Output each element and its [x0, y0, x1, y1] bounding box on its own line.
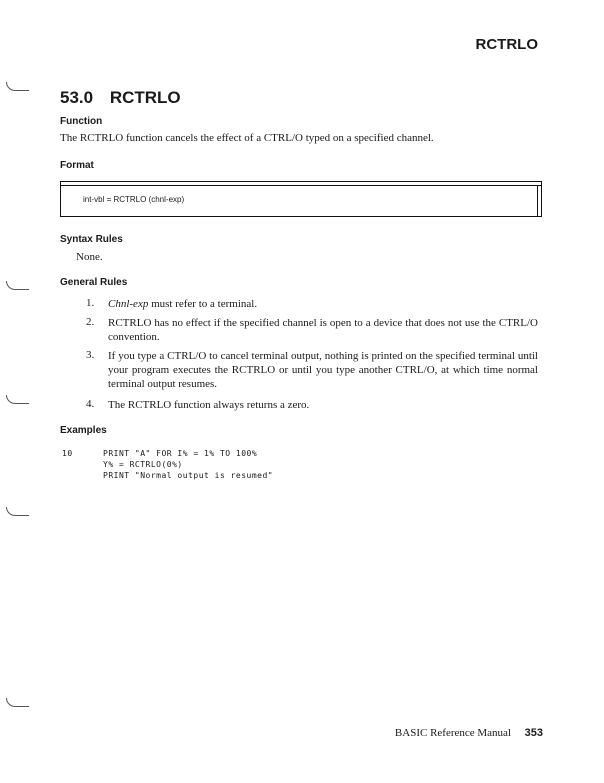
rule-text: [108, 297, 538, 311]
general-rules-heading: General Rules: [60, 277, 128, 288]
format-heading: Format: [60, 160, 94, 171]
rule-text: The RCTRLO function always returns a zero.: [108, 399, 310, 411]
rule-number: 3.: [86, 349, 95, 361]
syntax-rules-heading: Syntax Rules: [60, 234, 123, 245]
footer-title: BASIC Reference Manual: [394, 727, 511, 739]
margin-mark: [6, 281, 29, 290]
function-text: The RCTRLO function cancels the effect of a CTRL/O typed on a specified channel.: [60, 132, 434, 144]
section-name: RCTRLO: [109, 88, 181, 107]
syntax-rules-text: None.: [76, 251, 103, 263]
margin-mark: [6, 395, 29, 404]
rule-number: 2.: [86, 316, 95, 328]
section-title: [60, 88, 181, 108]
rule-text: RCTRLO has no effect if the specified channel is open to a device that does not use the CTRL/O convention.: [108, 317, 538, 343]
code-line: PRINT "A" FOR I% = 1% TO 100%: [103, 449, 258, 458]
rule-number: 4.: [86, 398, 95, 410]
margin-mark: [6, 507, 29, 516]
format-box: [60, 181, 542, 217]
margin-mark: [6, 698, 29, 707]
running-head: RCTRLO: [475, 36, 538, 53]
code-line: PRINT "Normal output is resumed": [103, 471, 274, 480]
format-syntax: int-vbl = RCTRLO (chnl-exp): [83, 195, 185, 204]
section-number: 53.0: [60, 88, 94, 107]
code-line-number: 10: [62, 449, 73, 458]
function-heading: Function: [60, 116, 103, 127]
rule-body: must refer to a terminal.: [148, 298, 258, 310]
rule-term: Chnl-exp: [108, 298, 149, 310]
rule-number: 1.: [86, 297, 95, 309]
margin-mark: [6, 82, 29, 91]
rule-text: If you type a CTRL/O to cancel terminal output, nothing is printed on the specified terminal until your program executes the RCTRLO or until you type another CTRL/O, at which time normal terminal output resumes.: [108, 350, 538, 390]
code-line: Y% = RCTRLO(0%): [103, 460, 183, 469]
page-number: 353: [524, 727, 543, 739]
examples-heading: Examples: [60, 425, 107, 436]
